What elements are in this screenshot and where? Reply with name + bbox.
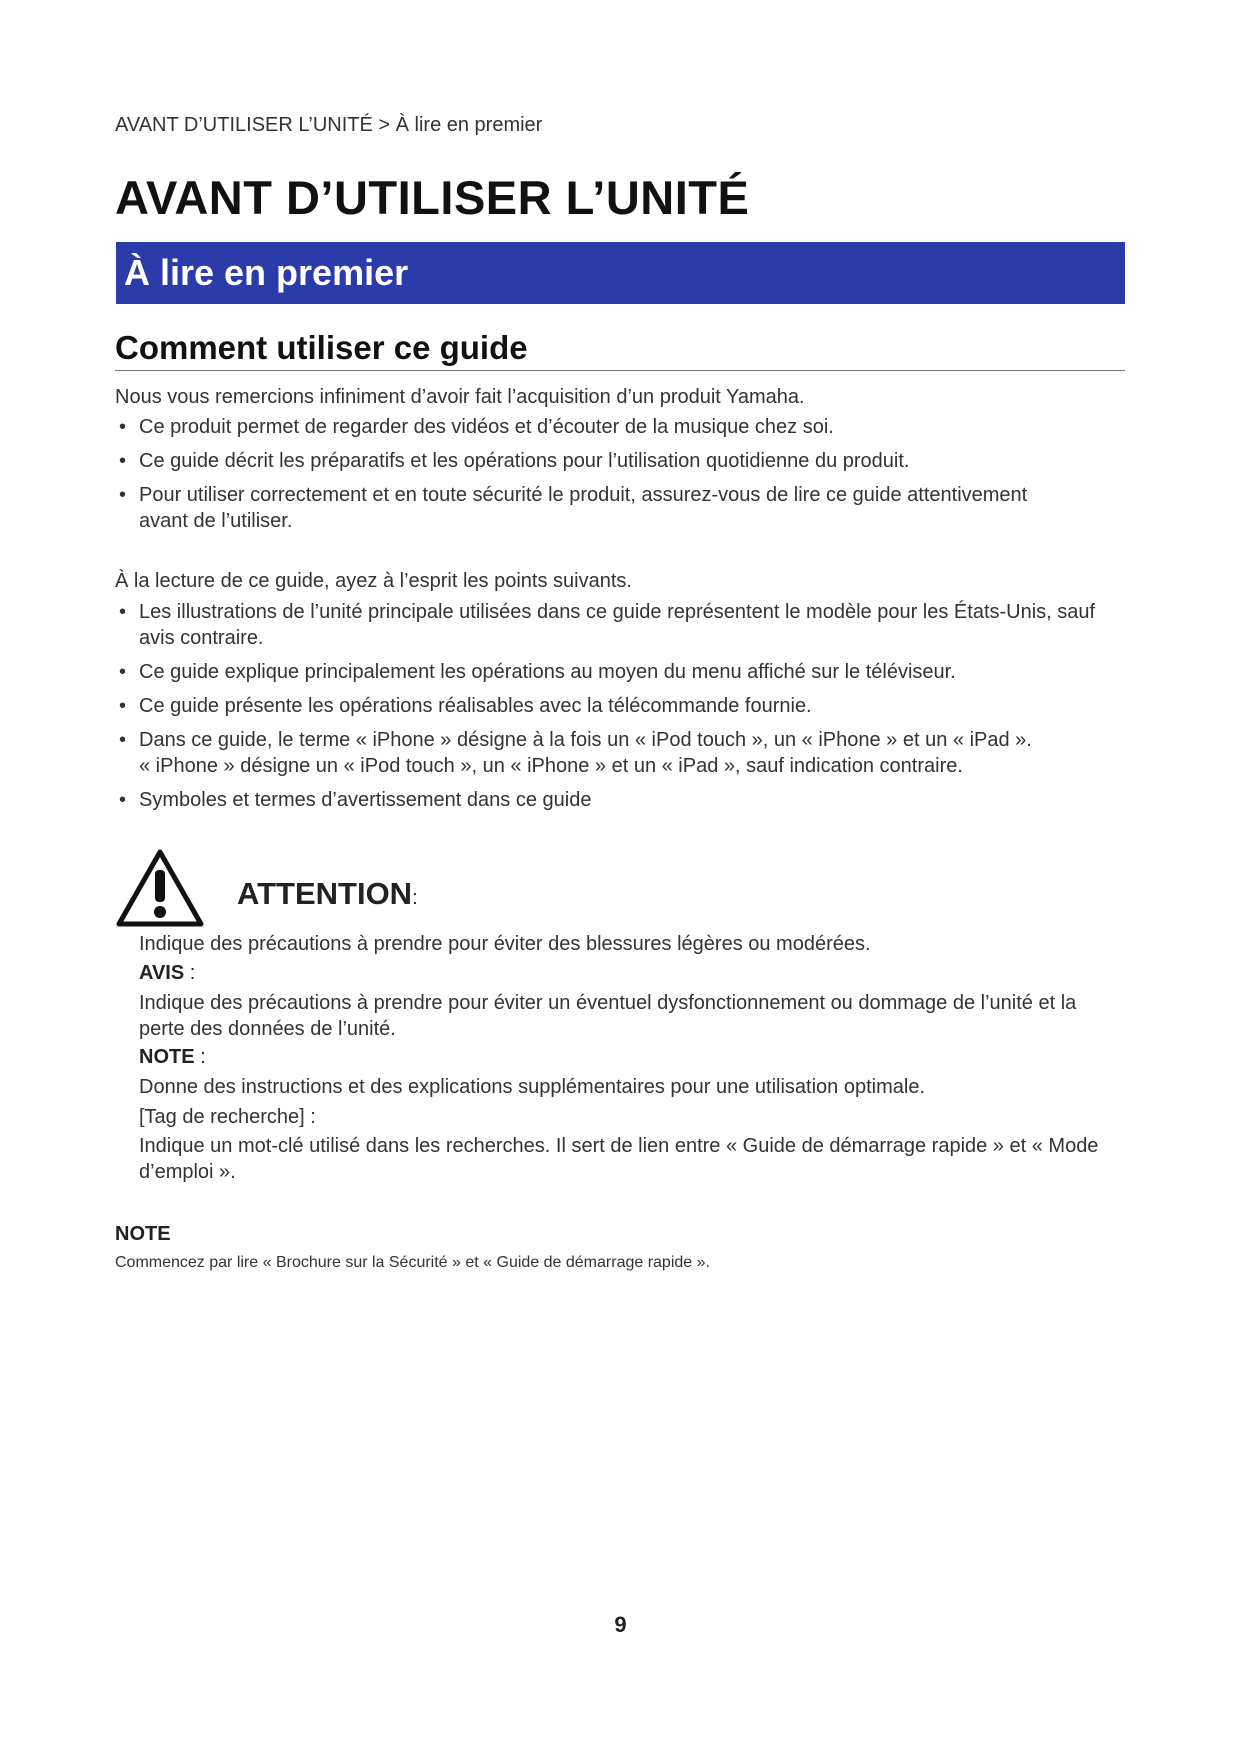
- list-item-continuation: « iPhone » désigne un « iPod touch », un « iPhone » et un « iPad », sauf indication contraire.: [139, 755, 963, 777]
- list-item: • Ce guide présente les opérations réalisables avec la télécommande fournie.: [115, 693, 1125, 719]
- attention-label: ATTENTION:: [237, 876, 418, 911]
- search-tag-text: Indique un mot-clé utilisé dans les recherches. Il sert de lien entre « Guide de démarrage rapide » et « Mode d’emploi ».: [139, 1135, 1099, 1183]
- footer-note-label: NOTE: [115, 1223, 171, 1245]
- list-item: • Symboles et termes d’avertissement dans ce guide: [115, 787, 1125, 813]
- avis-text: Indique des précautions à prendre pour éviter un éventuel dysfonctionnement ou dommage de l’unité et la perte des données de l’unité.: [139, 992, 1077, 1040]
- attention-text: Indique des précautions à prendre pour éviter des blessures légères ou modérées.: [139, 933, 871, 955]
- list-item: • Les illustrations de l’unité principale utilisées dans ce guide représentent le modèle pour les États-Unis, sauf avis contraire.: [115, 599, 1109, 651]
- breadcrumb: AVANT D’UTILISER L’UNITÉ > À lire en premier: [115, 114, 543, 136]
- list-item: • Ce guide décrit les préparatifs et les opérations pour l’utilisation quotidienne du produit.: [115, 448, 1125, 474]
- intro-paragraph-2: À la lecture de ce guide, ayez à l’esprit les points suivants.: [115, 570, 632, 592]
- footer-note-text: Commencez par lire « Brochure sur la Sécurité » et « Guide de démarrage rapide ».: [115, 1254, 710, 1271]
- section-banner: À lire en premier: [116, 242, 1125, 304]
- attention-colon: :: [412, 887, 418, 909]
- page-number: 9: [614, 1612, 627, 1637]
- warning-triangle-icon: [115, 848, 205, 928]
- page-title: AVANT D’UTILISER L’UNITÉ: [115, 171, 750, 224]
- avis-label: AVIS :: [139, 962, 196, 984]
- list-item: • Ce guide explique principalement les opérations au moyen du menu affiché sur le téléviseur.: [115, 659, 1125, 685]
- note-text-inline: Donne des instructions et des explications supplémentaires pour une utilisation optimale.: [139, 1076, 926, 1098]
- section-heading: Comment utiliser ce guide: [115, 330, 1125, 371]
- intro-paragraph: Nous vous remercions infiniment d’avoir fait l’acquisition d’un produit Yamaha.: [115, 386, 805, 408]
- bullet-list-2: [115, 599, 1125, 821]
- note-label-inline: NOTE :: [139, 1046, 206, 1068]
- bullet-list-1: [115, 414, 1125, 542]
- search-tag-label: [Tag de recherche] :: [139, 1106, 316, 1128]
- list-item: • Ce produit permet de regarder des vidéos et d’écouter de la musique chez soi.: [115, 414, 1125, 440]
- list-item: • Dans ce guide, le terme « iPhone » désigne à la fois un « iPod touch », un « iPhone » et un « iPad ».: [115, 727, 1125, 753]
- list-item: • Pour utiliser correctement et en toute sécurité le produit, assurez-vous de lire ce guide attentivement avant de l’utiliser.: [115, 482, 1079, 534]
